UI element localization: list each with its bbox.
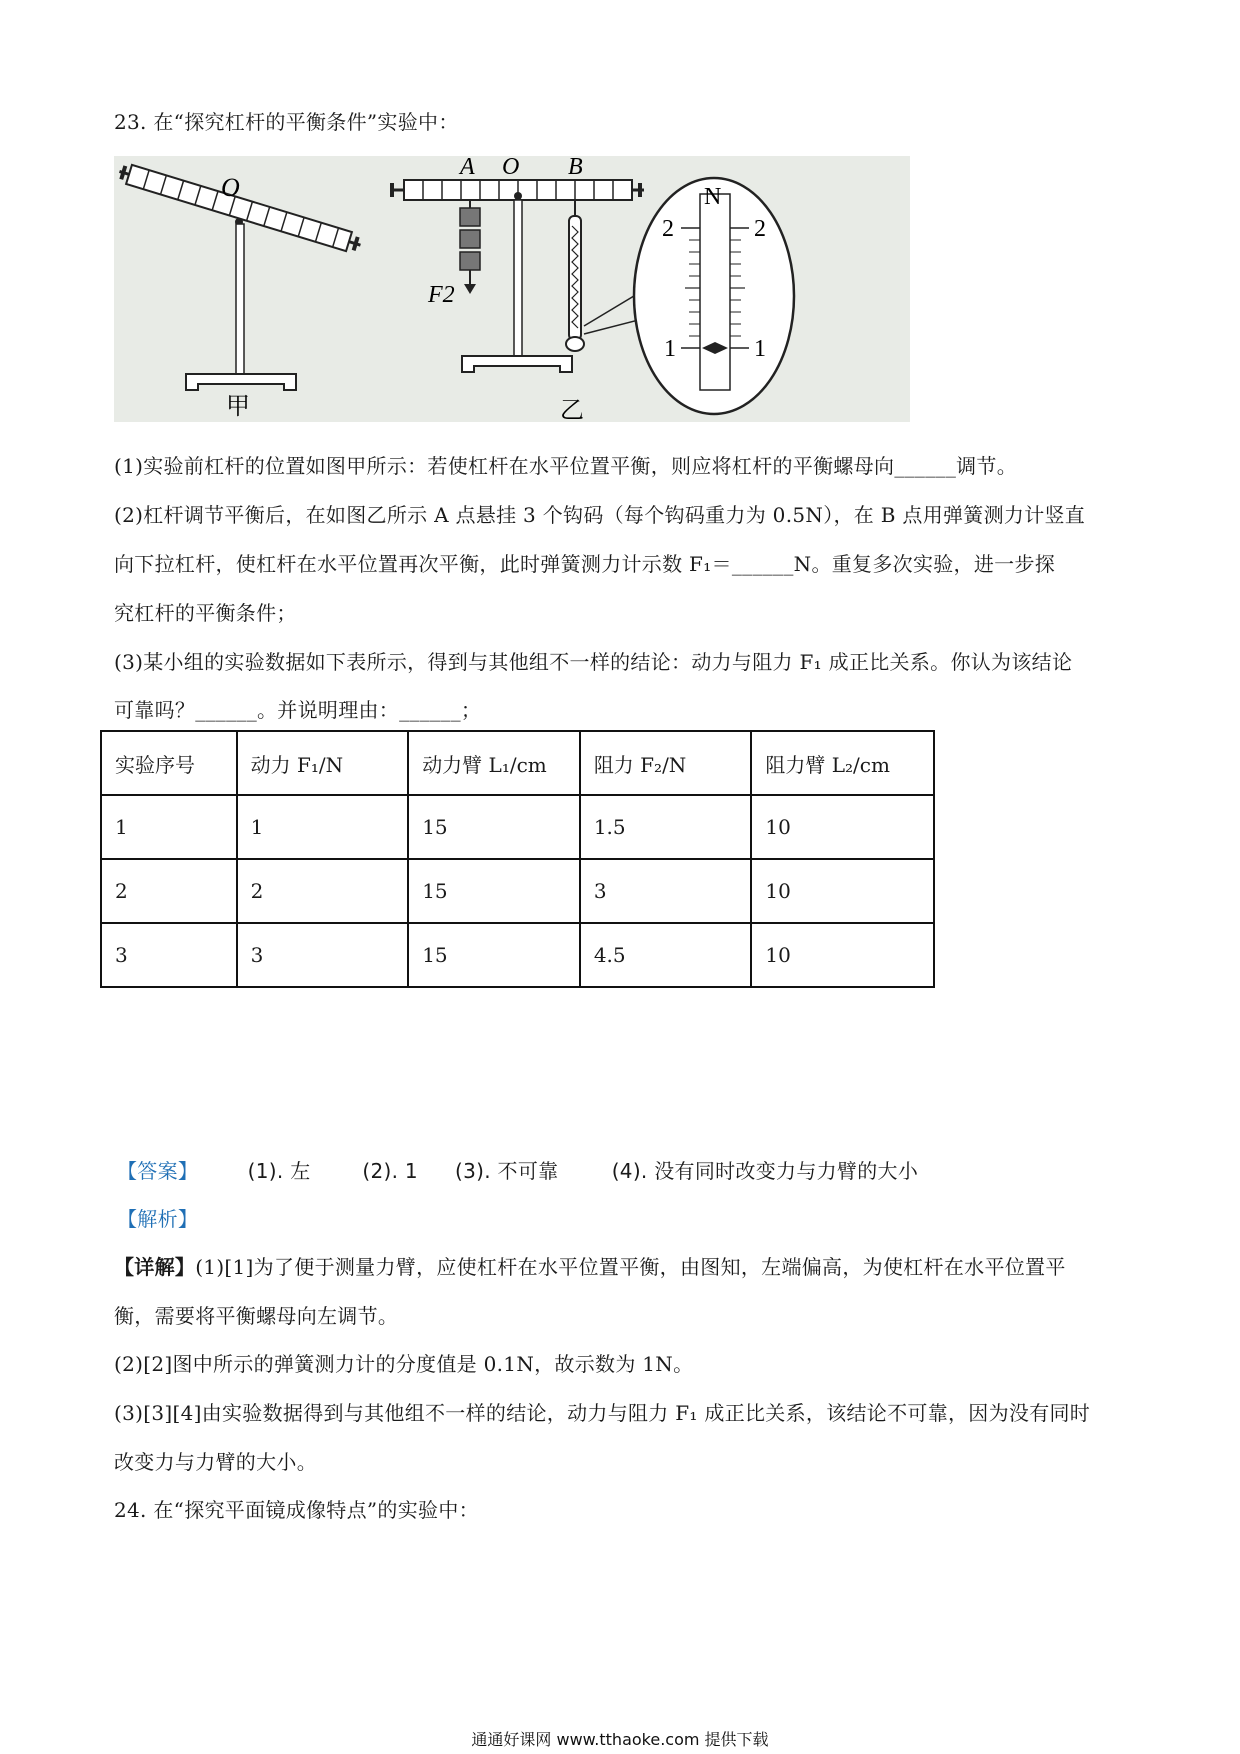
q23-part2-line1: (2)杠杆调节平衡后，在如图乙所示 A 点悬挂 3 个钩码（每个钩码重力为 0.5N），在 B 点用弹簧测力计竖直 bbox=[114, 503, 1086, 527]
detail-line4: (3)[3][4]由实验数据得到与其他组不一样的结论，动力与阻力 F₁ 成正比关系，该结论不可靠，因为没有同时 bbox=[114, 1401, 1091, 1425]
table-cell: 3 bbox=[580, 859, 752, 923]
label-B: B bbox=[568, 156, 583, 180]
scale-magnifier bbox=[634, 178, 794, 414]
header-cell: 动力 F₁/N bbox=[237, 731, 409, 795]
label-O-yi: O bbox=[502, 156, 520, 180]
table-cell: 15 bbox=[408, 859, 580, 923]
detail-label: 【详解】 bbox=[114, 1255, 196, 1279]
header-cell: 动力臂 L₁/cm bbox=[408, 731, 580, 795]
table-cell: 15 bbox=[408, 923, 580, 987]
table-cell: 1 bbox=[237, 795, 409, 859]
detail-line1 bbox=[114, 1251, 1066, 1280]
table-cell: 10 bbox=[751, 859, 934, 923]
table-cell: 15 bbox=[408, 795, 580, 859]
header-cell: 阻力 F₂/N bbox=[580, 731, 752, 795]
table-cell: 4.5 bbox=[580, 923, 752, 987]
table-row bbox=[101, 859, 934, 923]
detail-text-1: (1)[1]为了便于测量力臂，应使杠杆在水平位置平衡，由图知，左端偏高，为使杠杆在水平位置平 bbox=[195, 1255, 1066, 1279]
q23-part1: (1)实验前杠杆的位置如图甲所示：若使杠杆在水平位置平衡，则应将杠杆的平衡螺母向______调节。 bbox=[114, 454, 1018, 478]
scale-2-right: 2 bbox=[754, 216, 766, 242]
table-cell: 1.5 bbox=[580, 795, 752, 859]
table-cell: 1 bbox=[101, 795, 237, 859]
q23-part3-line2: 可靠吗？______。并说明理由：______； bbox=[114, 698, 482, 722]
answer-1: (1). 左 bbox=[247, 1159, 311, 1183]
table-cell: 10 bbox=[751, 795, 934, 859]
detail-line3: (2)[2]图中所示的弹簧测力计的分度值是 0.1N，故示数为 1N。 bbox=[114, 1352, 694, 1376]
footer-source: 通通好课网 www.tthaoke.com 提供下载 bbox=[471, 1730, 769, 1749]
table-row bbox=[101, 923, 934, 987]
table-cell: 2 bbox=[101, 859, 237, 923]
label-A: A bbox=[460, 156, 475, 180]
label-N: N bbox=[704, 184, 722, 210]
q23-part2-line2: 向下拉杠杆，使杠杆在水平位置再次平衡，此时弹簧测力计示数 F₁＝______N。重复多次实验，进一步探 bbox=[114, 552, 1056, 576]
detail-line5: 改变力与力臂的大小。 bbox=[114, 1450, 317, 1474]
experiment-data-table bbox=[100, 730, 935, 988]
answer-4: (4). 没有同时改变力与力臂的大小 bbox=[611, 1159, 919, 1183]
scale-2-left: 2 bbox=[662, 216, 674, 242]
q23-title: 23. 在“探究杠杆的平衡条件”实验中： bbox=[114, 110, 459, 134]
lever-figure bbox=[114, 156, 910, 422]
table-cell: 3 bbox=[237, 923, 409, 987]
header-cell: 实验序号 bbox=[101, 731, 237, 795]
caption-jia: 甲 bbox=[226, 392, 250, 420]
header-cell: 阻力臂 L₂/cm bbox=[751, 731, 934, 795]
label-F2: F2 bbox=[428, 282, 455, 308]
answer-2: (2). 1 bbox=[362, 1159, 418, 1183]
scale-1-left: 1 bbox=[664, 336, 676, 362]
table-cell: 10 bbox=[751, 923, 934, 987]
q23-part2-line3: 究杠杆的平衡条件； bbox=[114, 601, 297, 625]
table-cell: 2 bbox=[237, 859, 409, 923]
detail-line2: 衡，需要将平衡螺母向左调节。 bbox=[114, 1304, 399, 1328]
table-row bbox=[101, 795, 934, 859]
answer-label: 【答案】 bbox=[117, 1159, 199, 1183]
q24-title: 24. 在“探究平面镜成像特点”的实验中： bbox=[114, 1498, 479, 1522]
answer-line bbox=[117, 1155, 918, 1184]
analysis-label: 【解析】 bbox=[117, 1207, 199, 1231]
label-O-jia: O bbox=[221, 173, 240, 202]
caption-yi: 乙 bbox=[560, 396, 584, 422]
table-cell: 3 bbox=[101, 923, 237, 987]
answer-3: (3). 不可靠 bbox=[455, 1159, 559, 1183]
q23-part3-line1: (3)某小组的实验数据如下表所示，得到与其他组不一样的结论：动力与阻力 F₁ 成正比关系。你认为该结论 bbox=[114, 650, 1073, 674]
scale-1-right: 1 bbox=[754, 336, 766, 362]
table-header-row bbox=[101, 731, 934, 795]
